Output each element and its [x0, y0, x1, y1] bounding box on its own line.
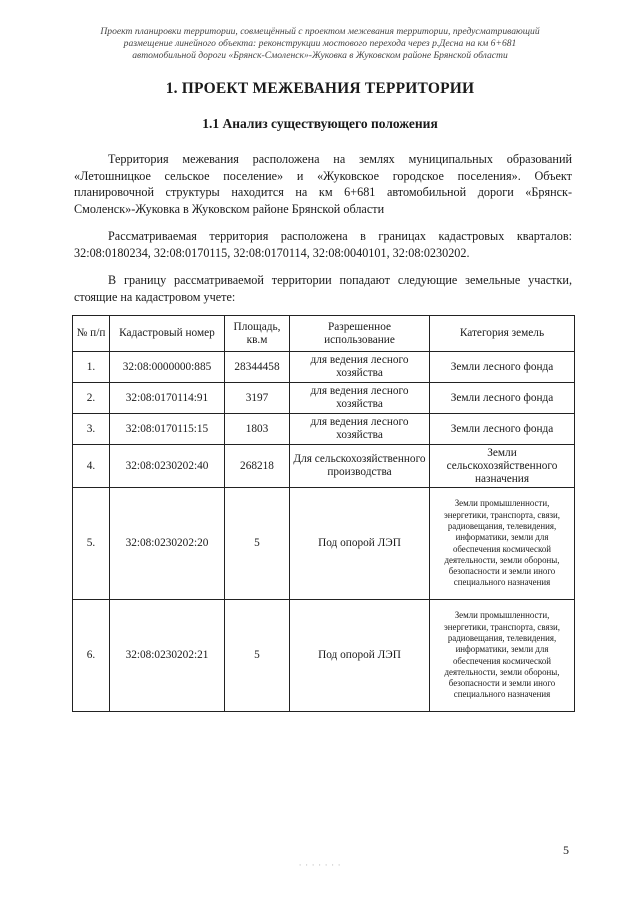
subsection-title: 1.1 Анализ существующего положения — [202, 116, 438, 131]
header-line: Проект планировки территории, совмещённый с проектом межевания территории, предусматривающий — [100, 26, 540, 37]
land-plots-table — [72, 315, 575, 712]
paragraph-line: 32:08:0180234, 32:08:0170115, 32:08:0170114, 32:08:0040101, 32:08:0230202. — [74, 245, 470, 260]
cell-area: 268218 — [225, 445, 290, 488]
cell-area: 3197 — [225, 383, 290, 414]
cell-usage: для ведения лесного хозяйства — [290, 383, 430, 414]
cell-usage: для ведения лесного хозяйства — [290, 414, 430, 445]
col-header-area: Площадь, кв.м — [225, 316, 290, 352]
cell-number: 5. — [73, 488, 110, 600]
table-row — [73, 352, 575, 383]
cell-number: 6. — [73, 600, 110, 712]
cell-category: Земли сельскохозяйственного назначения — [430, 445, 575, 488]
header-line: автомобильной дороги «Брянск-Смоленск»-Жуковка в Жуковском районе Брянской области — [132, 50, 508, 61]
table-row — [73, 414, 575, 445]
cell-area: 28344458 — [225, 352, 290, 383]
cell-cadastral: 32:08:0170115:15 — [110, 414, 225, 445]
cell-number: 4. — [73, 445, 110, 488]
cell-cadastral: 32:08:0170114:91 — [110, 383, 225, 414]
table-row — [73, 600, 575, 712]
footer-watermark: · · · · · · · — [298, 860, 342, 870]
cell-usage: Для сельскохозяйственного производства — [290, 445, 430, 488]
table-row — [73, 383, 575, 414]
paragraph-line: В границу рассматриваемой территории попадают следующие земельные участки, — [108, 273, 572, 287]
paragraph-line: планировочной структуры находится на км 6+681 автомобильной дороги «Брянск- — [74, 185, 572, 199]
cell-area: 5 — [225, 488, 290, 600]
paragraph-plots — [74, 272, 572, 305]
cell-usage: для ведения лесного хозяйства — [290, 352, 430, 383]
cell-cadastral: 32:08:0230202:40 — [110, 445, 225, 488]
running-header — [70, 26, 570, 62]
col-header-usage: Разрешенное использование — [290, 316, 430, 352]
header-line: размещение линейного объекта: реконструкции мостового перехода через р.Десна на км 6+681 — [123, 38, 517, 49]
col-header-number: № п/п — [73, 316, 110, 352]
table-row — [73, 445, 575, 488]
cell-area: 5 — [225, 600, 290, 712]
cell-area: 1803 — [225, 414, 290, 445]
paragraph-line: Рассматриваемая территория расположена в границах кадастровых кварталов: — [108, 229, 572, 243]
cell-number: 2. — [73, 383, 110, 414]
paragraph-territory — [74, 151, 572, 217]
cell-cadastral: 32:08:0230202:21 — [110, 600, 225, 712]
paragraph-line: «Летошницкое сельское поселение» и «Жуковское городское поселения». Объект — [74, 168, 572, 183]
cell-category: Земли лесного фонда — [430, 414, 575, 445]
cell-category: Земли промышленности, энергетики, транспорта, связи, радиовещания, телевидения, информатики, земли для обеспечения космической деятельности, земли обороны, безопасности и земли иного специального назначения — [430, 600, 575, 712]
section-title: 1. ПРОЕКТ МЕЖЕВАНИЯ ТЕРРИТОРИИ — [165, 80, 475, 97]
cell-number: 3. — [73, 414, 110, 445]
cell-category: Земли лесного фонда — [430, 352, 575, 383]
table-header-row — [73, 316, 575, 352]
paragraph-line: Территория межевания расположена на землях муниципальных образований — [108, 152, 572, 166]
cell-category: Земли лесного фонда — [430, 383, 575, 414]
cell-cadastral: 32:08:0000000:885 — [110, 352, 225, 383]
cell-usage: Под опорой ЛЭП — [290, 488, 430, 600]
page-number: 5 — [563, 843, 569, 857]
col-header-category: Категория земель — [430, 316, 575, 352]
cell-number: 1. — [73, 352, 110, 383]
paragraph-line: стоящие на кадастровом учете: — [74, 289, 236, 304]
paragraph-line: Смоленск»-Жуковка в Жуковском районе Брянской области — [74, 201, 385, 216]
table-row — [73, 488, 575, 600]
cell-cadastral: 32:08:0230202:20 — [110, 488, 225, 600]
cell-category: Земли промышленности, энергетики, транспорта, связи, радиовещания, телевидения, информатики, земли для обеспечения космической деятельности, земли обороны, безопасности и земли иного специального назначения — [430, 488, 575, 600]
cell-usage: Под опорой ЛЭП — [290, 600, 430, 712]
paragraph-quarters — [74, 228, 572, 261]
col-header-cadastral: Кадастровый номер — [110, 316, 225, 352]
